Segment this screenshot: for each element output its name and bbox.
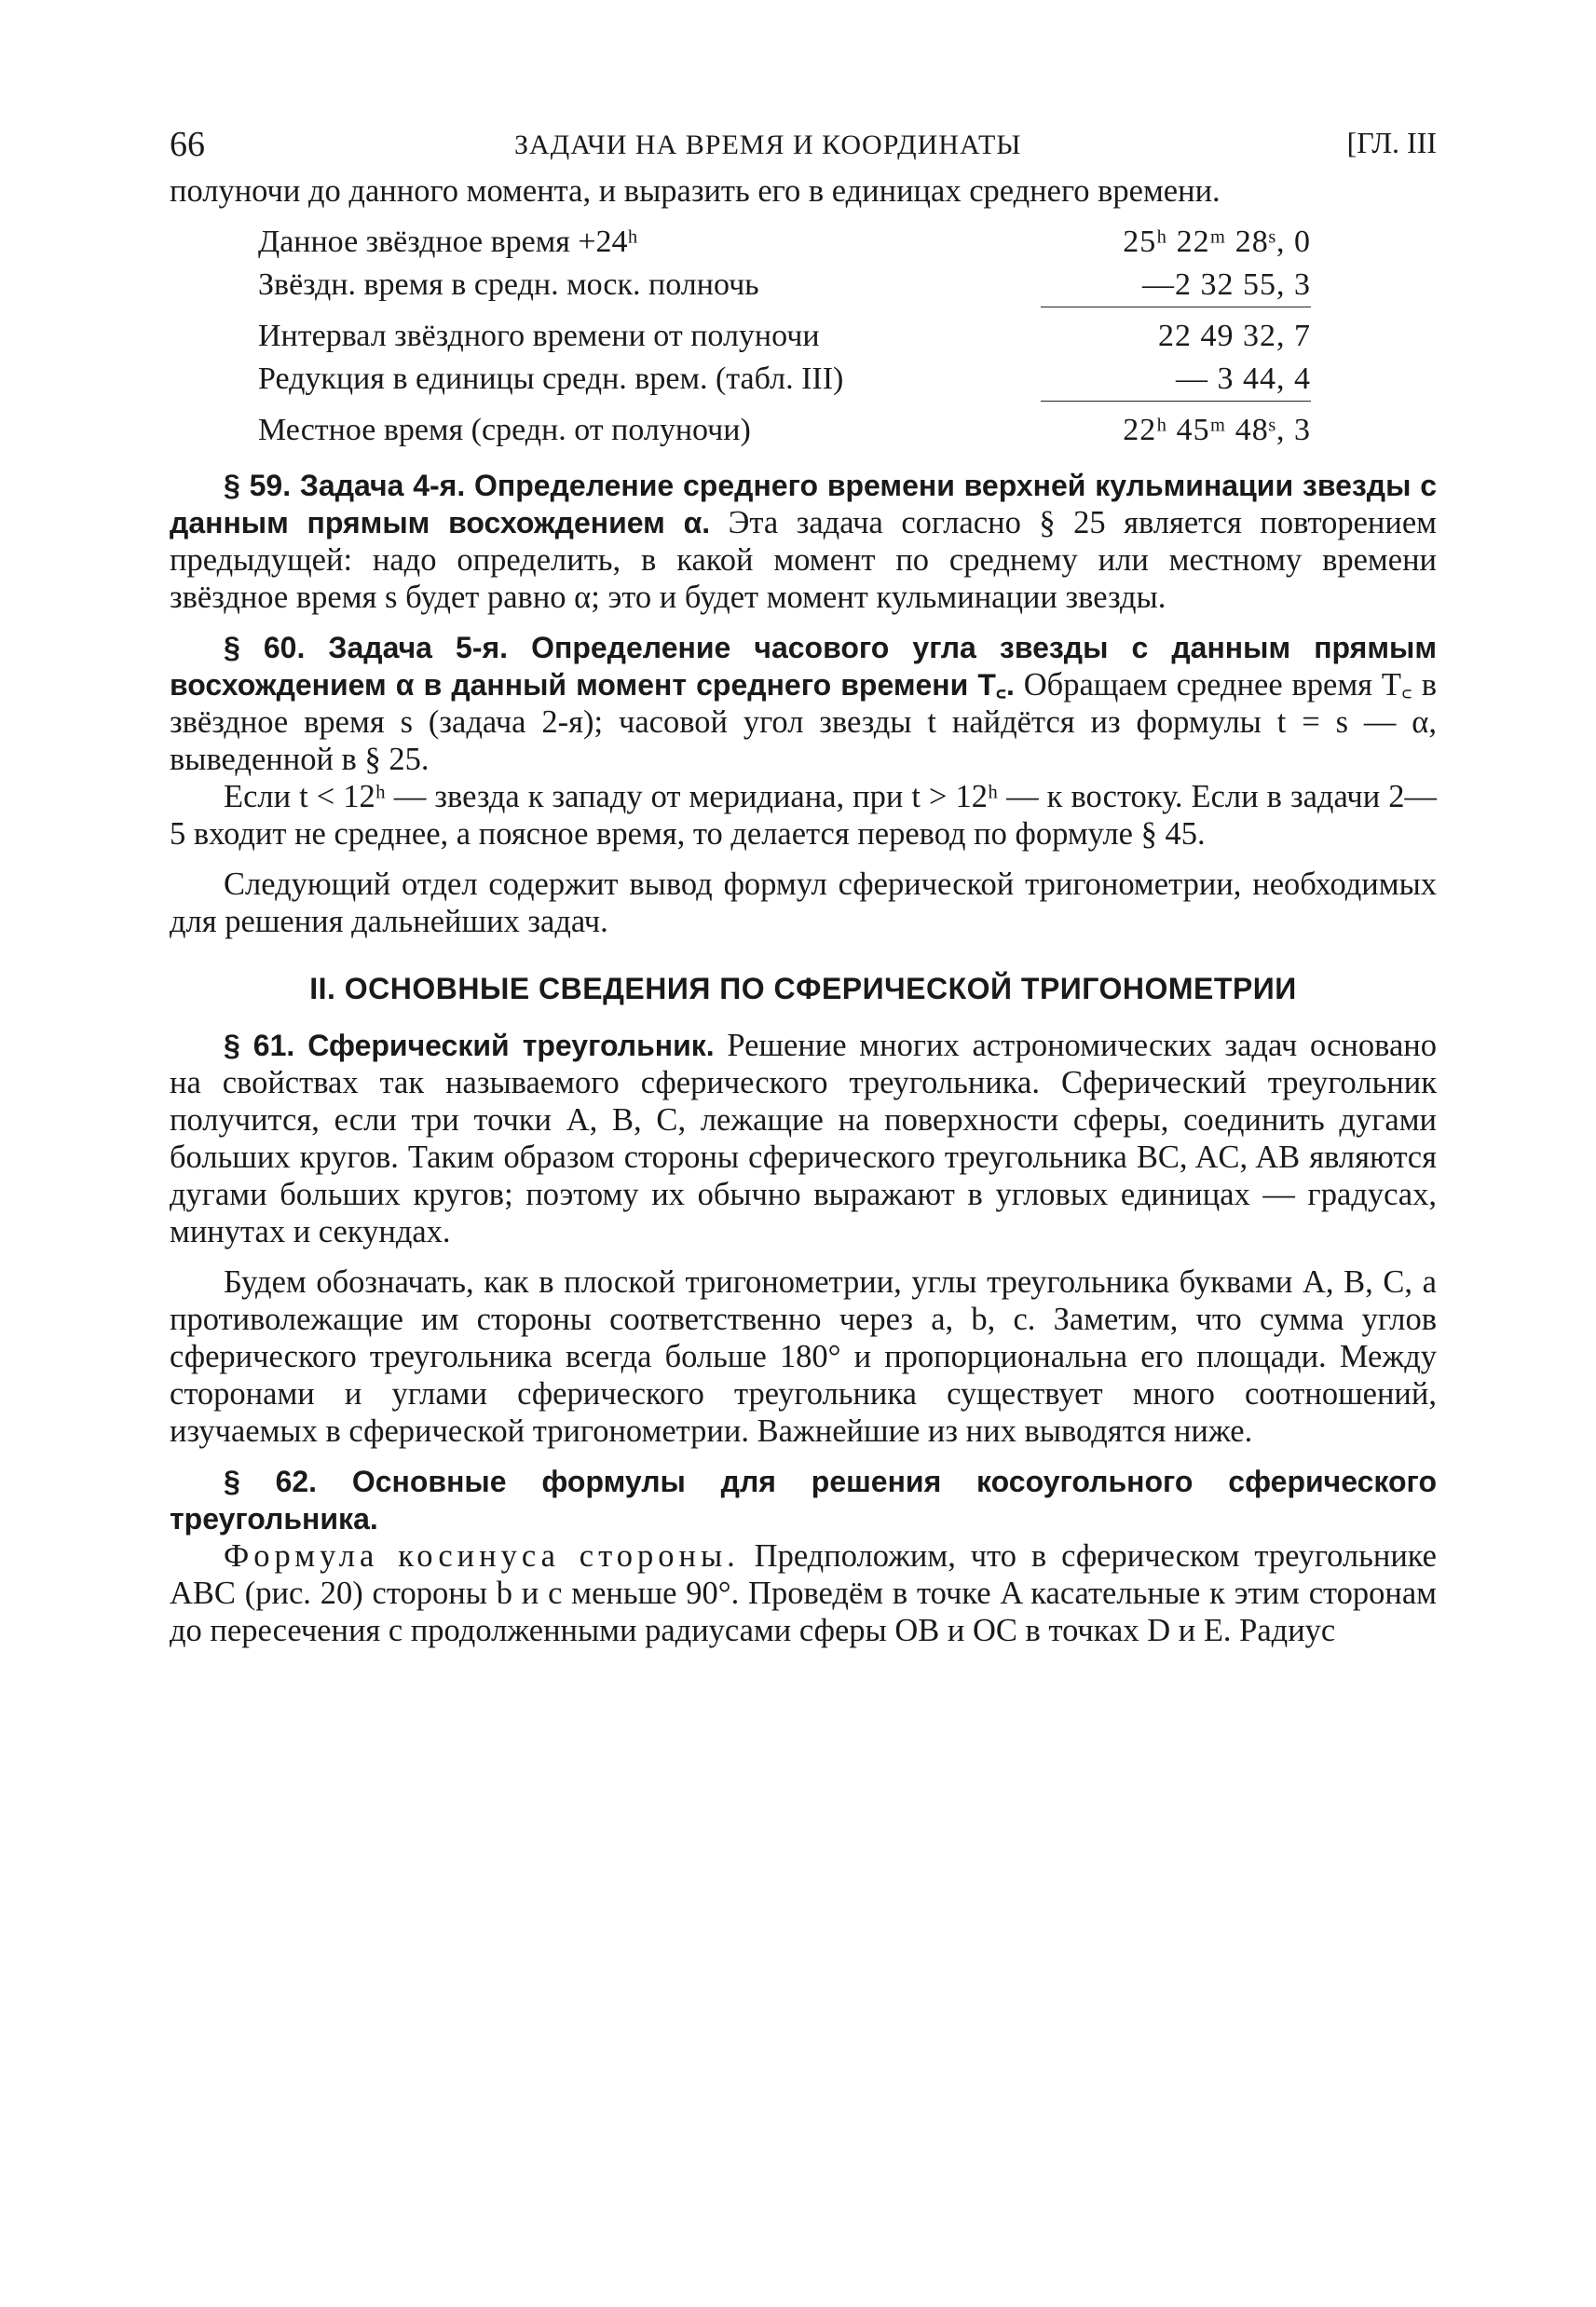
section-62-lead: Формула косинуса стороны.	[224, 1538, 740, 1574]
running-title: ЗАДАЧИ НА ВРЕМЯ И КООРДИНАТЫ	[514, 130, 1022, 160]
page-header	[170, 116, 1437, 172]
book-page	[170, 116, 1437, 1649]
section-61-title: § 61. Сферический треугольник.	[224, 1029, 715, 1062]
calc-value: — 3 44, 4	[1176, 362, 1311, 396]
calc-value: 25ʰ 22ᵐ 28ˢ, 0	[1123, 225, 1311, 259]
page-number: 66	[170, 125, 205, 164]
calc-row	[258, 315, 1311, 358]
calc-value: 22 49 32, 7	[1158, 319, 1311, 353]
section-62-title: § 62. Основные формулы для решения косоугольного сферического треугольника.	[170, 1465, 1437, 1536]
section-59	[170, 467, 1437, 616]
chapter-label: [ГЛ. III	[1346, 126, 1437, 159]
section-heading: II. ОСНОВНЫЕ СВЕДЕНИЯ ПО СФЕРИЧЕСКОЙ ТРИГОНОМЕТРИИ	[309, 972, 1297, 1005]
section-60-title: § 60. Задача 5-я. Определение часового угла звезды с данным прямым восхождением α в данный момент среднего времени T꜀.	[170, 631, 1437, 702]
section-60-paragraph-3: Следующий отдел содержит вывод формул сферической тригонометрии, необходимых для решения дальнейших задач.	[170, 867, 1437, 939]
section-60-paragraph-2: Если t < 12ʰ — звезда к западу от меридиана, при t > 12ʰ — к востоку. Если в задачи 2—5 входит не среднее, а поясное время, то делается перевод по формуле § 45.	[170, 779, 1437, 852]
calc-row	[258, 221, 1311, 264]
intro-paragraph: полуночи до данного момента, и выразить его в единицах среднего времени.	[170, 173, 1221, 209]
section-61-paragraph-2: Будем обозначать, как в плоской тригонометрии, углы треугольника буквами A, B, C, а противолежащие им стороны соответственно через a, b, c. Заметим, что сумма углов сферического треугольника всегда больше 180° и пропорциональна его площади. Между сторонами и углами сферического треугольника существует много соотношений, изучаемых в сферической тригонометрии. Важнейшие из них выводятся ниже.	[170, 1264, 1437, 1449]
calc-label: Звёздн. время в средн. моск. полночь	[258, 267, 759, 303]
section-61-text: Решение многих астрономических задач основано на свойствах так называемого сферического треугольника. Сферический треугольник получится, если три точки A, B, C, лежащие на поверхности сферы, соединить дугами больших кругов. Таким образом стороны сферического треугольника BC, AC, AB являются дугами больших кругов; поэтому их обычно выражают в угловых единицах — градусах, минутах и секундах.	[170, 1028, 1438, 1249]
calc-label: Интервал звёздного времени от полуночи	[258, 319, 820, 353]
section-59-title: § 59. Задача 4-я. Определение среднего времени верхней кульминации звезды с данным прямым восхождением α.	[170, 469, 1437, 539]
calc-label: Данное звёздное время +24ʰ	[258, 225, 638, 259]
calc-row	[258, 264, 1311, 307]
section-62-body: Предположим, что в сферическом треугольнике ABC (рис. 20) стороны b и c меньше 90°. Проведём в точке A касательные к этим сторонам до пересечения с продолженными радиусами сферы OB и OC в точках D и E. Радиус	[170, 1538, 1437, 1648]
calc-value: 22ʰ 45ᵐ 48ˢ, 3	[1123, 413, 1311, 447]
calc-value: —2 32 55, 3	[1142, 267, 1311, 302]
section-60-text: Обращаем среднее время T꜀ в звёздное время s (задача 2-я); часовой угол звезды t найдётся из формулы t = s — α, выведенной в § 25.	[170, 667, 1437, 777]
calc-row	[258, 358, 1311, 402]
sum-rule	[1041, 307, 1311, 316]
section-62-heading	[170, 1463, 1437, 1537]
section-59-text: Эта задача согласно § 25 является повторением предыдущей: надо определить, в какой момент по среднему или местному времени звёздное время s будет равно α; это и будет момент кульминации звезды.	[170, 505, 1438, 615]
calculation-table	[258, 221, 1311, 452]
section-60	[170, 629, 1437, 778]
calc-label: Местное время (средн. от полуночи)	[258, 413, 751, 447]
section-61	[170, 1027, 1437, 1250]
calc-label: Редукция в единицы средн. врем. (табл. III)	[258, 362, 844, 397]
sum-rule	[1041, 402, 1311, 410]
section-62-text	[170, 1537, 1437, 1649]
calc-row	[258, 409, 1311, 452]
